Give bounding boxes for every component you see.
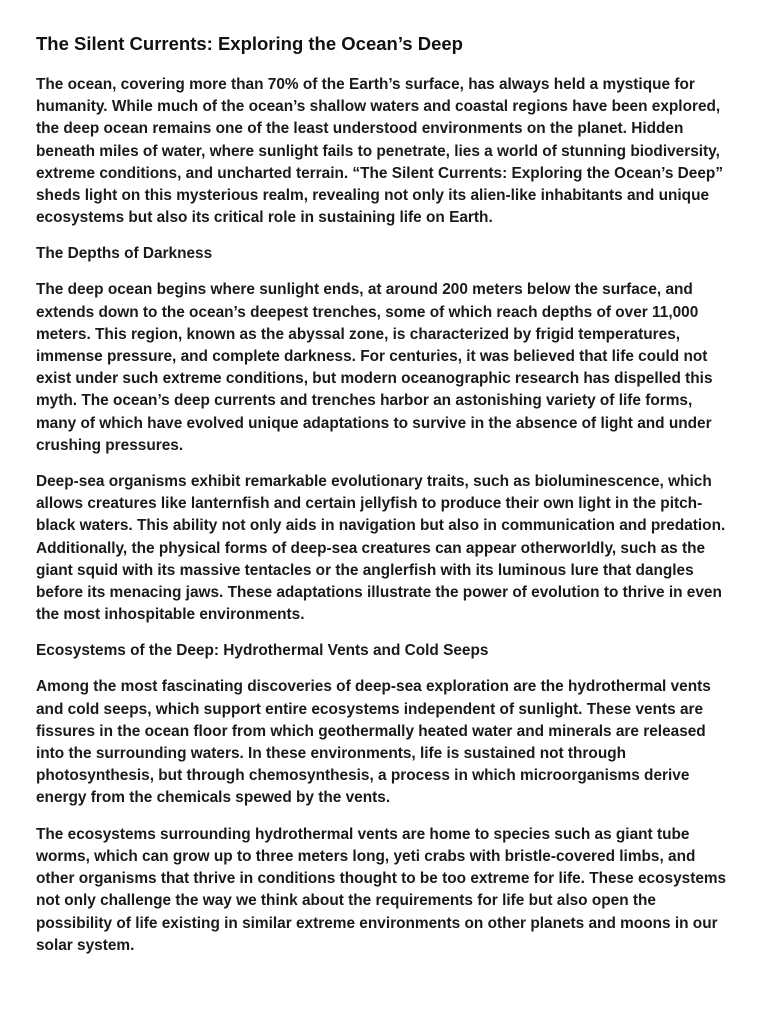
document-page — [36, 30, 736, 971]
paragraph-abyssal-zone: The deep ocean begins where sunlight ends, at around 200 meters below the surface, and extends down to the ocean’s deepest trenches, some of which reach depths of over 11,000 meters. This region, known as the abyssal zone, is characterized by frigid temperatures, immense pressure, and complete darkness. For centuries, it was believed that life could not exist under such extreme conditions, but modern oceanographic research has dispelled this myth. The ocean’s deep currents and trenches harbor an astonishing variety of life forms, many of which have evolved unique adaptations to survive in the absence of light and under crushing pressures. — [36, 281, 713, 454]
document-title: The Silent Currents: Exploring the Ocean’s Deep — [36, 33, 463, 54]
section-heading-ecosystems-of-the-deep: Ecosystems of the Deep: Hydrothermal Vents and Cold Seeps — [36, 642, 489, 660]
intro-paragraph: The ocean, covering more than 70% of the Earth’s surface, has always held a mystique for humanity. While much of the ocean’s shallow waters and coastal regions have been explored, the deep ocean remains one of the least understood environments on the planet. Hidden beneath miles of water, where sunlight fails to penetrate, lies a world of stunning biodiversity, extreme conditions, and uncharted terrain. “The Silent Currents: Exploring the Ocean’s Deep” sheds light on this mysterious realm, revealing not only its alien-like inhabitants and unique ecosystems but also its critical role in sustaining life on Earth. — [36, 76, 724, 227]
paragraph-hydrothermal-vents: Among the most fascinating discoveries of deep-sea exploration are the hydrothermal vents and cold seeps, which support entire ecosystems independent of sunlight. These vents are fissures in the ocean floor from which geothermally heated water and minerals are released into the surrounding waters. In these environments, life is sustained not through photosynthesis, but through chemosynthesis, a process in which microorganisms derive energy from the chemicals spewed by the vents. — [36, 678, 711, 807]
paragraph-deep-sea-organisms: Deep-sea organisms exhibit remarkable evolutionary traits, such as bioluminescence, which allows creatures like lanternfish and certain jellyfish to produce their own light in the pitch-black waters. This ability not only aids in navigation but also in communication and predation. Additionally, the physical forms of deep-sea creatures can appear otherworldly, such as the giant squid with its massive tentacles or the anglerfish with its luminous lure that dangles before its menacing jaws. These adaptations illustrate the power of evolution to thrive in even the most inhospitable environments. — [36, 473, 726, 624]
section-heading-depths-of-darkness: The Depths of Darkness — [36, 245, 213, 263]
paragraph-vent-ecosystems: The ecosystems surrounding hydrothermal vents are home to species such as giant tube worms, which can grow up to three meters long, yeti crabs with bristle-covered limbs, and other organisms that thrive in conditions thought to be too extreme for life. These ecosystems not only challenge the way we think about the requirements for life but also open the possibility of life existing in similar extreme environments on other planets and moons in our solar system. — [36, 825, 727, 954]
